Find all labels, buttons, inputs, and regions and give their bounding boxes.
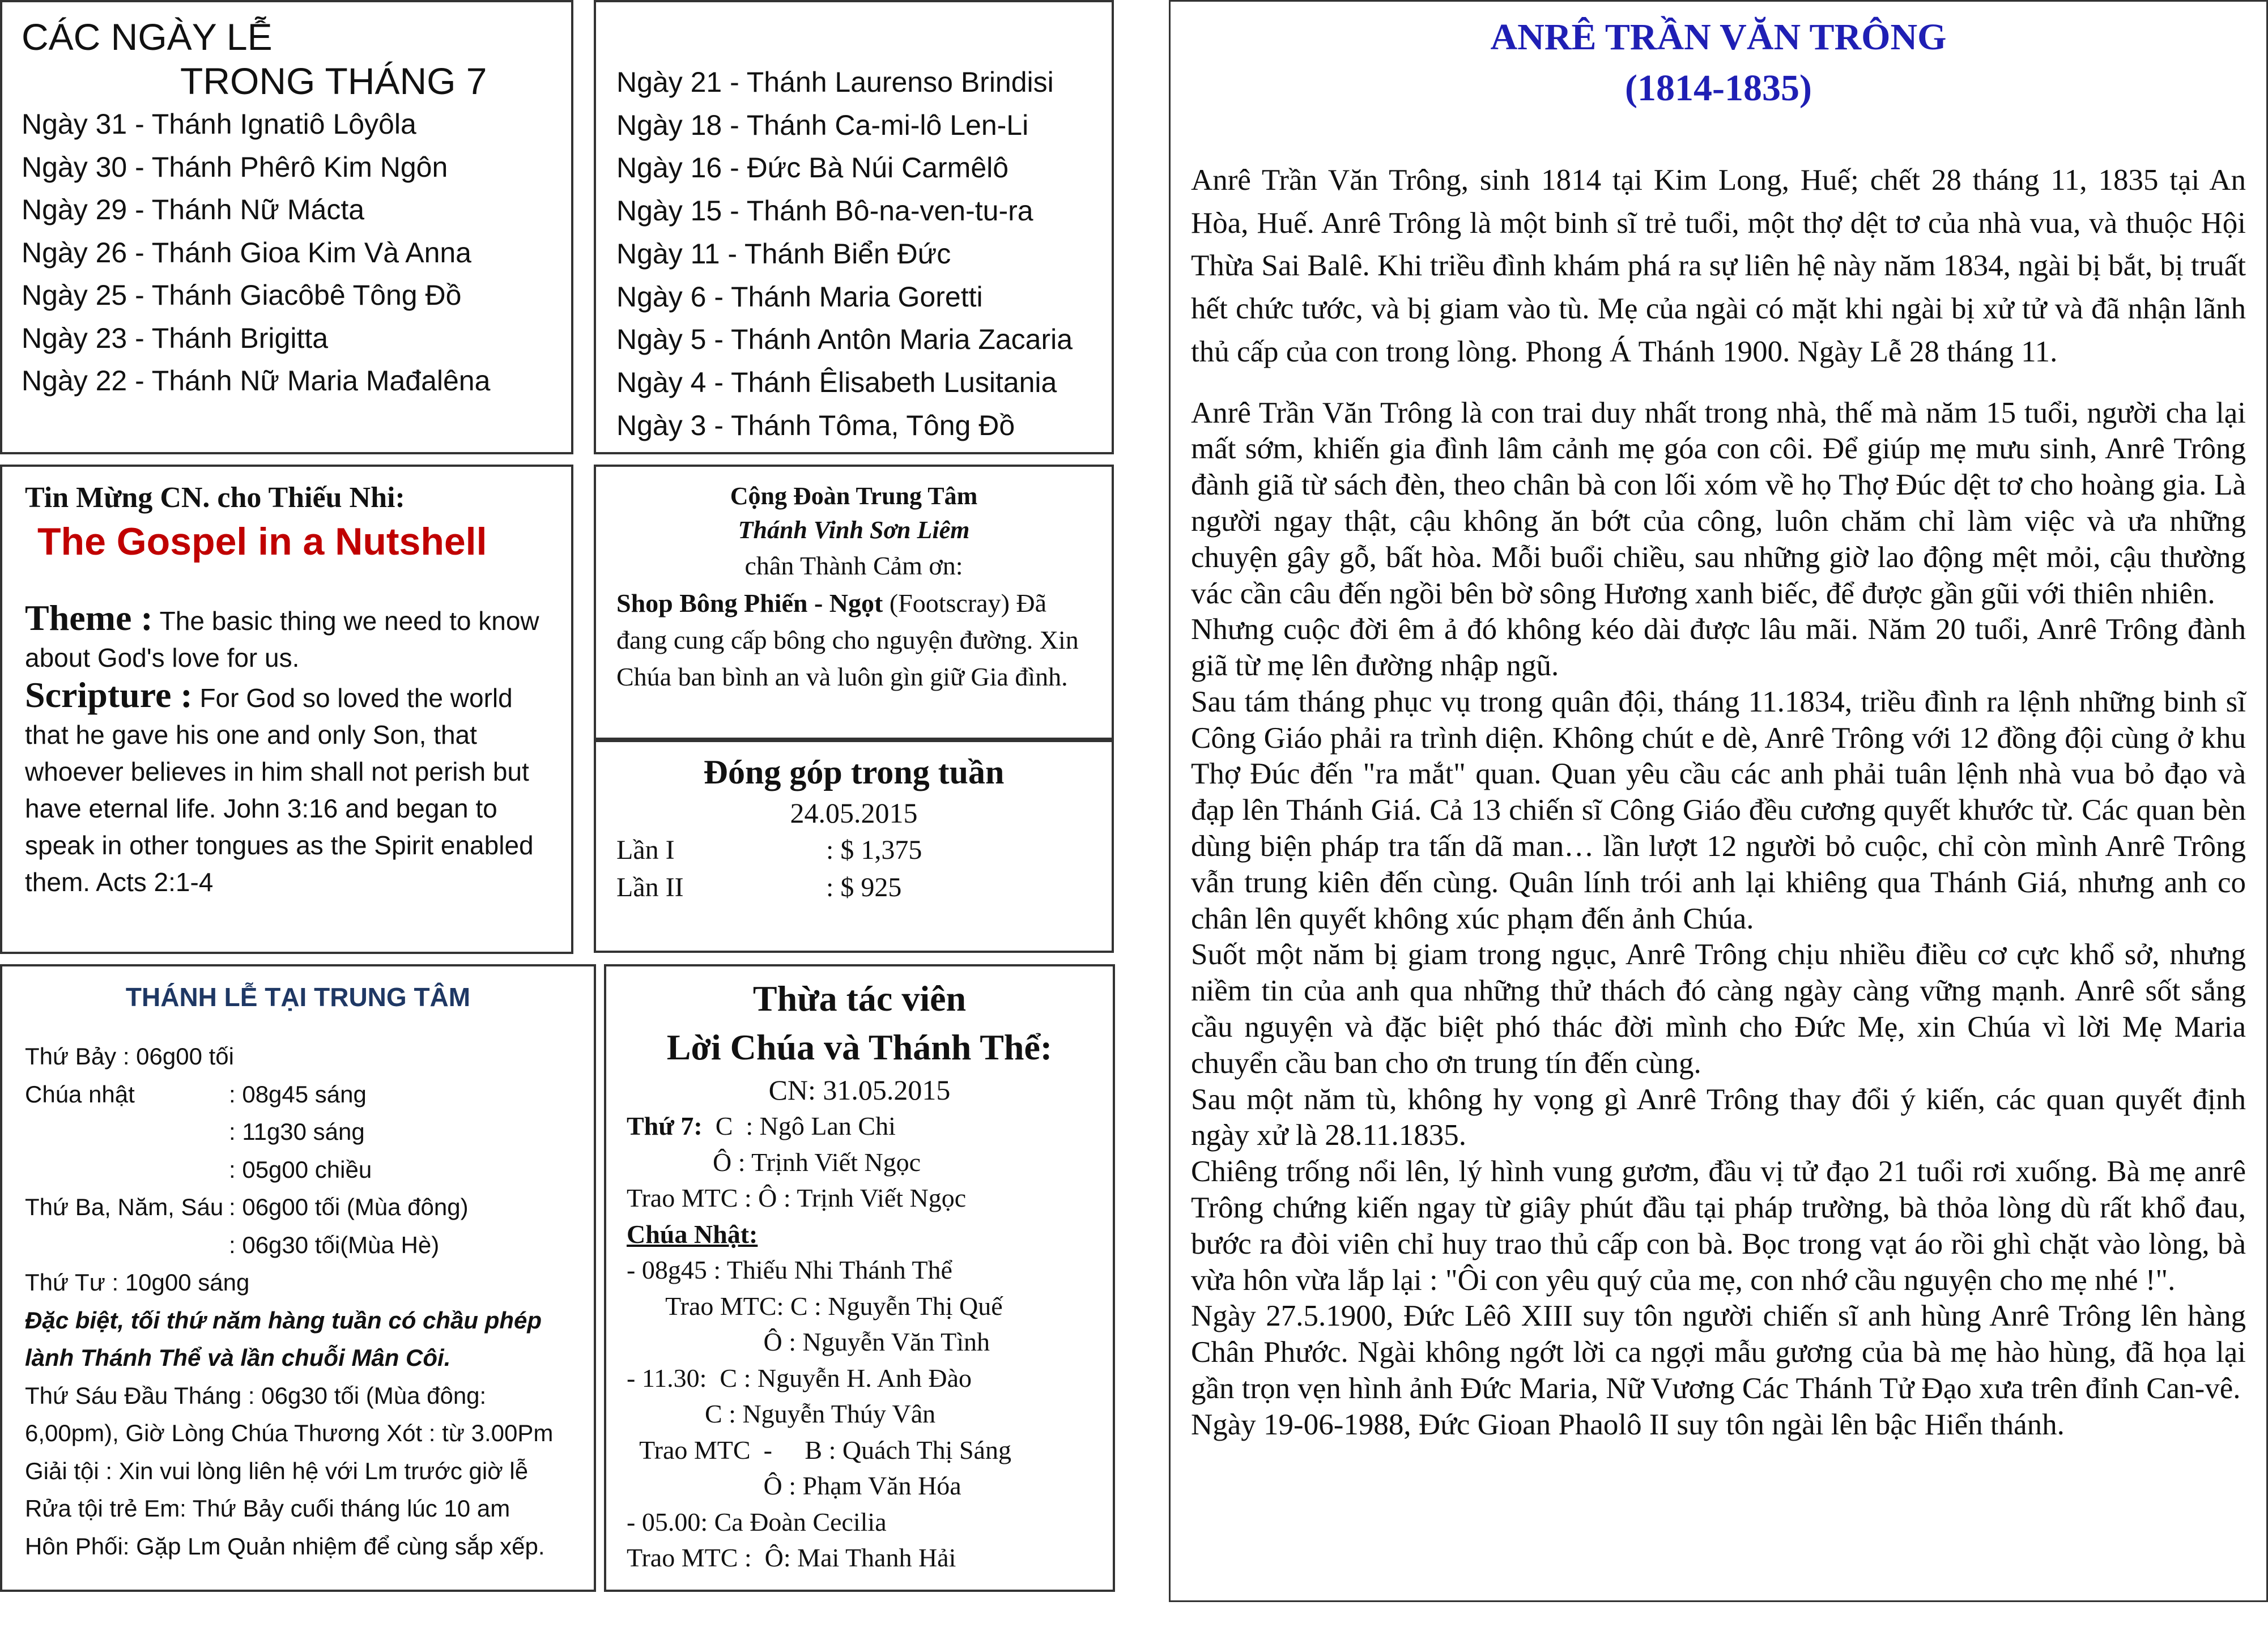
article-paragraph: Anrê Trần Văn Trông, sinh 1814 tại Kim Long, Huế; chết 28 tháng 11, 1835 tại An Hòa, Huế. Anrê Trông là một binh sĩ trẻ tuổi, một thợ dệt tơ của nhà vua, và thuộc Hội Thừa Sai Balê. Khi triều đình khám phá ra sự liên hệ này năm 1834, ngài bị bắt, bị truất hết chức tước, và bị giam vào tù. Mẹ của ngài có mặt khi ngài bị xử tử và đã nhận lãnh thủ cấp của con trong lòng. Phong Á Thánh 1900. Ngày Lễ 28 tháng 11.	[1191, 164, 2246, 368]
ministers-box	[604, 964, 1115, 1592]
schedule-label: Thứ Tư : 10g00 sáng	[25, 1269, 250, 1296]
thanks-box	[594, 465, 1114, 740]
feast-item: Ngày 4 - Thánh Êlisabeth Lusitania	[616, 366, 1057, 398]
mass-schedule-box	[0, 964, 596, 1592]
contribution-label: Lần II	[616, 872, 684, 902]
ministers-title-1: Thừa tác viên	[752, 978, 967, 1019]
sunday-line: Trao MTC : Ô: Mai Thanh Hải	[627, 1543, 956, 1572]
scripture-label: Scripture :	[25, 675, 193, 715]
schedule-time: : 05g00 chiều	[229, 1156, 372, 1183]
feast-item: Ngày 23 - Thánh Brigitta	[22, 322, 329, 354]
first-friday-1: Thứ Sáu Đầu Tháng : 06g30 tối (Mùa đông:	[25, 1382, 487, 1409]
thanks-text: Đã đang cung cấp bông cho nguyện đường. Xin Chúa ban bình an và luôn gìn giữ Gia đình.	[616, 589, 1079, 691]
contribution-box	[594, 740, 1114, 953]
feast-item: Ngày 31 - Thánh Ignatiô Lôyôla	[22, 108, 416, 140]
contribution-title: Đóng góp trong tuần	[703, 753, 1005, 791]
sunday-line: - 05.00: Ca Đoàn Cecilia	[627, 1507, 887, 1536]
schedule-row	[25, 1189, 571, 1226]
gospel-subtitle: The Gospel in a Nutshell	[37, 520, 487, 563]
special-adoration-1: Đặc biệt, tối thứ năm hàng tuần có chầu phép	[25, 1306, 542, 1334]
contribution-label: Lần I	[616, 835, 675, 865]
feast-item: Ngày 16 - Đức Bà Núi Carmêlô	[616, 152, 1009, 184]
article-paragraph: Sau tám tháng phục vụ trong quân đội, tháng 11.1834, triều đình ra lệnh những binh sĩ Công Giáo phải ra trình diện. Không chút e dè, Anrê Trông với 12 đồng đội cùng ở khu Thợ Đúc đến "ra mắt" quan. Quan yêu cầu các anh phải tuân lệnh nhà vua bỏ đạo và đạp lên Thánh Giá. Cả 13 chiến sĩ Công Giáo đều cương quyết khước từ. Các quan bèn dùng biện pháp tra tấn dã man… lần lượt 12 người bỏ cuộc, chỉ còn mình Anrê Trông vẫn trung kiên đến cùng. Quân lính trói anh lại khiêng qua Thánh Giá, nhưng anh co chân lên quyết không xúc phạm đến ảnh Chúa.	[1191, 685, 2246, 935]
schedule-time: : 08g45 sáng	[229, 1080, 367, 1108]
feasts-box-2	[594, 0, 1114, 454]
feast-item: Ngày 21 - Thánh Laurenso Brindisi	[616, 66, 1054, 98]
feast-item: Ngày 5 - Thánh Antôn Maria Zacaria	[616, 323, 1073, 356]
special-adoration-2: lành Thánh Thể và lần chuỗi Mân Côi.	[25, 1344, 451, 1371]
saturday-reader: C : Ngô Lan Chi	[702, 1111, 896, 1140]
contribution-date: 24.05.2015	[790, 797, 918, 829]
saturday-mtc: Trao MTC : Ô : Trịnh Viết Ngọc	[627, 1183, 967, 1212]
contribution-value: : $ 1,375	[826, 835, 922, 865]
feast-item: Ngày 25 - Thánh Giacôbê Tông Đồ	[22, 279, 462, 311]
shop-name: Shop Bông Phiến - Ngọt	[616, 589, 883, 617]
feasts-heading-line2: TRONG THÁNG 7	[180, 60, 487, 102]
sunday-line: Ô : Nguyễn Văn Tình	[627, 1327, 990, 1356]
schedule-row	[25, 1113, 571, 1151]
schedule-row	[25, 1264, 571, 1302]
sunday-line: Ô : Phạm Văn Hóa	[627, 1471, 961, 1500]
article-paragraph: Ngày 19-06-1988, Đức Gioan Phaolô II suy tôn ngài lên bậc Hiển thánh.	[1191, 1408, 2065, 1441]
article-paragraph: Anrê Trần Văn Trông là con trai duy nhất trong nhà, thế mà năm 15 tuổi, người cha lại mất sớm, khiến gia đình lâm cảnh mẹ góa con côi. Để giúp mẹ mưu sinh, Anrê Trông đành giã từ sách đèn, theo chân bà con lối xóm về họ Thợ Đúc dệt tơ cho hoàng gia. Là người ngay thật, cậu không ăn bớt của công, luôn chăm chỉ làm việc và ưa những chuyện gây gỗ, bất hòa. Mỗi buổi chiều, sau những giờ lao động mệt mỏi, cậu thường vác cần câu đến ngồi bên bờ sông Hương xanh biếc, để được gần gũi với thiên nhiên.	[1191, 396, 2246, 610]
schedule-label: Thứ Bảy : 06g00 tối	[25, 1043, 234, 1070]
shop-place: (Footscray)	[889, 589, 1010, 617]
schedule-time: : 06g30 tối(Mùa Hè)	[229, 1231, 440, 1258]
ministers-date: CN: 31.05.2015	[768, 1074, 951, 1106]
sunday-line: Trao MTC: C : Nguyễn Thị Quế	[627, 1291, 1003, 1321]
scripture-text: For God so loved the world that he gave his one and only Son, that whoever believes in him shall not perish but have eternal life. John 3:16 and began to speak in other tongues as the Spirit enabled them.	[25, 683, 534, 897]
sunday-label: Chúa Nhật:	[627, 1219, 758, 1249]
feast-item: Ngày 15 - Thánh Bô-na-ven-tu-ra	[616, 195, 1033, 227]
contribution-row	[616, 832, 1091, 869]
feast-item: Ngày 30 - Thánh Phêrô Kim Ngôn	[22, 151, 448, 183]
schedule-row	[25, 1076, 571, 1114]
gospel-box	[0, 465, 573, 954]
feast-item: Ngày 26 - Thánh Gioa Kim Và Anna	[22, 236, 471, 269]
mass-schedule-title: THÁNH LỄ TẠI TRUNG TÂM	[125, 982, 471, 1012]
article-years: (1814-1835)	[1625, 67, 1812, 109]
article-title: ANRÊ TRẦN VĂN TRÔNG	[1490, 16, 1947, 58]
saturday-row	[627, 1108, 1092, 1144]
feasts-box-1	[0, 0, 573, 454]
sunday-line: - 11.30: C : Nguyễn H. Anh Đào	[627, 1363, 972, 1392]
feast-item: Ngày 29 - Thánh Nữ Mácta	[22, 194, 365, 225]
confession-row: Giải tội : Xin vui lòng liên hệ với Lm trước giờ lễ	[25, 1457, 529, 1484]
schedule-label: Chúa nhật	[25, 1080, 135, 1108]
feast-item: Ngày 6 - Thánh Maria Goretti	[616, 280, 983, 313]
feast-item: Ngày 18 - Thánh Ca-mi-lô Len-Li	[616, 109, 1029, 141]
contribution-row	[616, 869, 1091, 906]
saturday-label: Thứ 7:	[627, 1111, 703, 1140]
feast-item: Ngày 11 - Thánh Biển Đức	[616, 237, 951, 270]
community-name: Cộng Đoàn Trung Tâm	[730, 482, 978, 510]
thanks-heading: chân Thành Cảm ơn:	[744, 551, 963, 580]
sunday-line: - 08g45 : Thiếu Nhi Thánh Thể	[627, 1255, 952, 1284]
feast-item: Ngày 3 - Thánh Tôma, Tông Đồ	[616, 409, 1015, 441]
gospel-scripture	[25, 676, 548, 901]
sunday-line: Trao MTC - B : Quách Thị Sáng	[627, 1435, 1011, 1464]
saint-article	[1169, 0, 2268, 1602]
gospel-title: Tin Mừng CN. cho Thiếu Nhi:	[25, 482, 405, 514]
contribution-value: : $ 925	[826, 872, 902, 902]
schedule-time: : 06g00 tối (Mùa đông)	[229, 1194, 469, 1220]
theme-text: The basic thing we need to know about God's love for us.	[25, 606, 539, 672]
article-paragraph: Ngày 27.5.1900, Đức Lêô XIII suy tôn người chiến sĩ anh hùng Anrê Trông lên hàng Chân Phước. Ngài không ngớt lời ca ngợi mẫu gương của bà mẹ hào hùng, đã họa lại gần trọn vẹn hình ảnh Đức Maria, Nữ Vương Các Thánh Tử Đạo xưa trên đỉnh Can-vê.	[1191, 1300, 2246, 1405]
scripture-tail: Acts 2:1-4	[96, 867, 214, 897]
gospel-theme	[25, 599, 548, 676]
article-paragraph: Chiêng trống nổi lên, lý hình vung gươm, đầu vị tử đạo 21 tuổi rơi xuống. Bà mẹ anrê Trông chứng kiến ngay từ giây phút đầu tại pháp trường, bà thỏa lòng dù rất khổ đau, bước ra đòi viên chỉ huy trao thủ cấp con bà. Bọc trong vạt áo rồi ghì chặt vào lòng, bà vừa hôn vừa lắp lại : "Ôi con yêu quý của mẹ, con nhớ cầu nguyện cho mẹ nhé !".	[1191, 1155, 2246, 1297]
ministers-title-2: Lời Chúa và Thánh Thể:	[666, 1027, 1053, 1067]
feast-item: Ngày 22 - Thánh Nữ Maria Mađalêna	[22, 365, 491, 397]
baptism-row: Rửa tội trẻ Em: Thứ Bảy cuối tháng lúc 10 am	[25, 1495, 510, 1522]
feasts-heading-line1: CÁC NGÀY LỄ	[22, 16, 273, 58]
schedule-time: : 11g30 sáng	[229, 1118, 365, 1145]
article-paragraph: Sau một năm tù, không hy vọng gì Anrê Trông thay đổi ý kiến, các quan quyết định ngày xử là 28.11.1835.	[1191, 1083, 2246, 1152]
sunday-line: C : Nguyễn Thúy Vân	[627, 1399, 936, 1428]
schedule-row	[25, 1038, 571, 1076]
schedule-row	[25, 1226, 571, 1264]
first-friday-2: 6,00pm), Giờ Lòng Chúa Thương Xót : từ 3.00Pm	[25, 1420, 554, 1446]
schedule-row	[25, 1151, 571, 1189]
saint-name: Thánh Vinh Sơn Liêm	[738, 516, 970, 544]
marriage-row: Hôn Phối: Gặp Lm Quản nhiệm để cùng sắp xếp.	[25, 1532, 545, 1560]
article-paragraph: Suốt một năm bị giam trong ngục, Anrê Trông chịu nhiều điều cơ cực khổ sở, nhưng niềm tin của anh qua những thử thách đó càng ngày càng vững mạnh. Anrê sốt sắng cầu nguyện và đặc biệt phó thác đời mình cho Đức Mẹ, xin Chúa vì lời Mẹ Maria chuyển cầu ban cho ơn trung tín đến cùng.	[1191, 938, 2246, 1080]
thanks-body	[616, 585, 1091, 695]
article-paragraph: Nhưng cuộc đời êm ả đó không kéo dài được lâu mãi. Năm 20 tuổi, Anrê Trông đành giã từ mẹ lên đường nhập ngũ.	[1191, 613, 2246, 683]
schedule-label: Thứ Ba, Năm, Sáu	[25, 1194, 224, 1220]
saturday-reader-2: Ô : Trịnh Viết Ngọc	[713, 1147, 921, 1177]
theme-label: Theme :	[25, 598, 153, 638]
